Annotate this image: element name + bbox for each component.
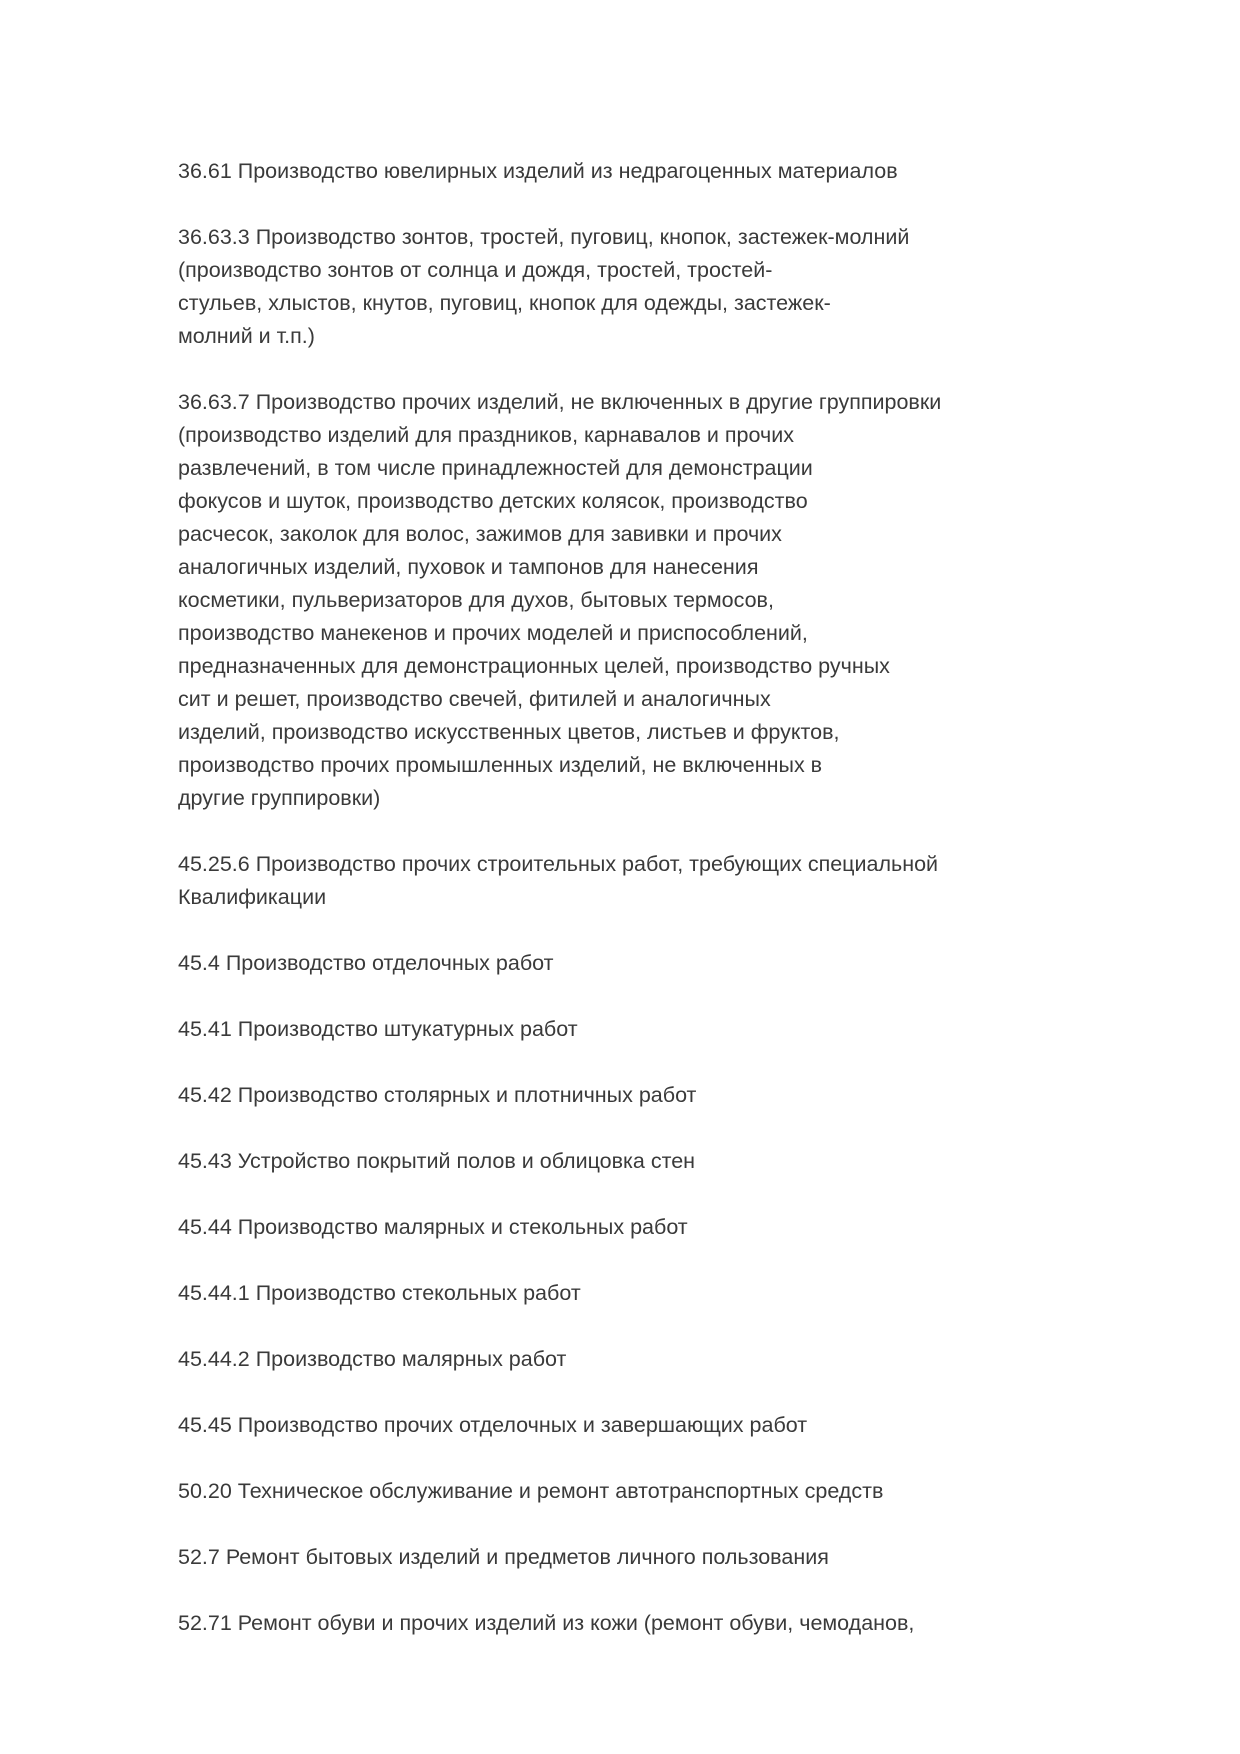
code-entry-36-61: [178, 155, 1178, 188]
entry-line: 52.7 Ремонт бытовых изделий и предметов личного пользования: [178, 1545, 829, 1569]
entry-line: косметики, пульверизаторов для духов, бытовых термосов,: [178, 588, 774, 612]
code-entry-52-7: [178, 1541, 1178, 1574]
code-entry-36-63-3: [178, 221, 1178, 353]
entry-line: развлечений, в том числе принадлежностей для демонстрации: [178, 456, 813, 480]
entry-line: изделий, производство искусственных цветов, листьев и фруктов,: [178, 720, 840, 744]
code-entry-45-25-6: [178, 848, 1178, 914]
code-entry-45-42: [178, 1079, 1178, 1112]
code-entry-45-4: [178, 947, 1178, 980]
entry-line: Квалификации: [178, 885, 327, 909]
entry-line: (производство зонтов от солнца и дождя, тростей, тростей-: [178, 258, 773, 282]
entry-line: 52.71 Ремонт обуви и прочих изделий из кожи (ремонт обуви, чемоданов,: [178, 1611, 915, 1635]
document-page: [178, 155, 1178, 1673]
code-entry-45-41: [178, 1013, 1178, 1046]
entry-line: 45.42 Производство столярных и плотничных работ: [178, 1083, 697, 1107]
entry-line: 45.43 Устройство покрытий полов и облицовка стен: [178, 1149, 696, 1173]
entry-line: предназначенных для демонстрационных целей, производство ручных: [178, 654, 890, 678]
entry-line: 50.20 Техническое обслуживание и ремонт автотранспортных средств: [178, 1479, 884, 1503]
entry-line: производство манекенов и прочих моделей и приспособлений,: [178, 621, 808, 645]
code-entry-45-45: [178, 1409, 1178, 1442]
entry-line: производство прочих промышленных изделий, не включенных в: [178, 753, 823, 777]
code-entry-50-20: [178, 1475, 1178, 1508]
code-entry-36-63-7: [178, 386, 1178, 815]
entry-line: молний и т.п.): [178, 324, 315, 348]
code-entry-45-44: [178, 1211, 1178, 1244]
entry-line: сит и решет, производство свечей, фитилей и аналогичных: [178, 687, 771, 711]
entry-line: 45.45 Производство прочих отделочных и завершающих работ: [178, 1413, 808, 1437]
entry-line: (производство изделий для праздников, карнавалов и прочих: [178, 423, 794, 447]
entry-line: 36.61 Производство ювелирных изделий из недрагоценных материалов: [178, 159, 898, 183]
entry-line: другие группировки): [178, 786, 381, 810]
entry-line: фокусов и шуток, производство детских колясок, производство: [178, 489, 808, 513]
entry-line: 45.44.1 Производство стекольных работ: [178, 1281, 581, 1305]
code-entry-45-43: [178, 1145, 1178, 1178]
entry-line: 45.41 Производство штукатурных работ: [178, 1017, 578, 1041]
entry-line: 45.44.2 Производство малярных работ: [178, 1347, 567, 1371]
entry-line: расчесок, заколок для волос, зажимов для завивки и прочих: [178, 522, 782, 546]
entry-line: 45.4 Производство отделочных работ: [178, 951, 554, 975]
entry-line: 36.63.7 Производство прочих изделий, не включенных в другие группировки: [178, 390, 942, 414]
entry-line: 45.44 Производство малярных и стекольных работ: [178, 1215, 688, 1239]
code-entry-45-44-2: [178, 1343, 1178, 1376]
entry-line: 36.63.3 Производство зонтов, тростей, пуговиц, кнопок, застежек-молний: [178, 225, 910, 249]
code-entry-52-71: [178, 1607, 1178, 1640]
code-entry-45-44-1: [178, 1277, 1178, 1310]
entry-line: 45.25.6 Производство прочих строительных работ, требующих специальной: [178, 852, 939, 876]
entry-line: аналогичных изделий, пуховок и тампонов для нанесения: [178, 555, 759, 579]
entry-line: стульев, хлыстов, кнутов, пуговиц, кнопок для одежды, застежек-: [178, 291, 831, 315]
